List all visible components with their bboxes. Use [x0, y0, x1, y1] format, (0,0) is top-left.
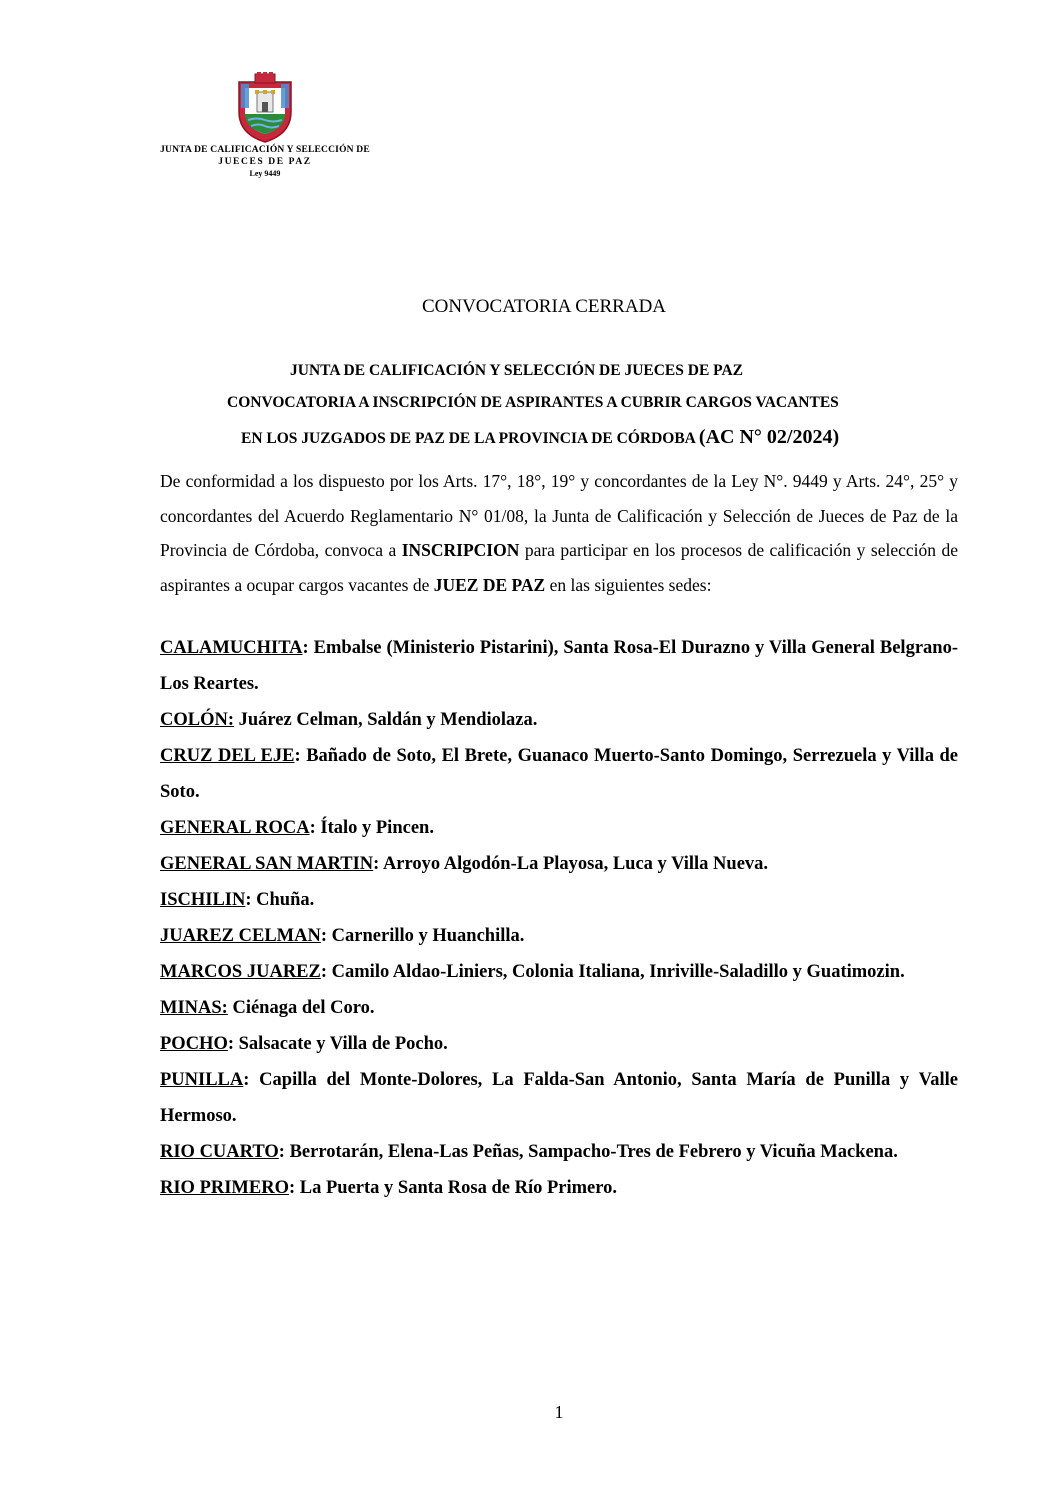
- sede-item: [160, 918, 958, 954]
- org-name-line2: JUECES DE PAZ: [218, 157, 312, 167]
- sede-places: Berrotarán, Elena-Las Peñas, Sampacho-Tres de Febrero y Vicuña Mackena.: [289, 1142, 898, 1162]
- heading-line3-text: EN LOS JUZGADOS DE PAZ DE LA PROVINCIA DE CÓRDOBA: [241, 430, 696, 447]
- department-name: ISCHILIN: [160, 890, 246, 910]
- sede-places: Salsacate y Villa de Pocho.: [238, 1034, 448, 1054]
- department-name: RIO PRIMERO: [160, 1178, 289, 1198]
- page-number: 1: [554, 1402, 564, 1422]
- sede-places: Chuña.: [256, 890, 315, 910]
- sede-places: Ciénaga del Coro.: [232, 998, 375, 1018]
- sede-places: Capilla del Monte-Dolores, La Falda-San Antonio, Santa María de Punilla y Valle Hermoso.: [160, 1070, 958, 1126]
- department-name: RIO CUARTO: [160, 1142, 279, 1162]
- separator: :: [309, 818, 321, 838]
- department-name: GENERAL SAN MARTIN: [160, 854, 374, 874]
- heading-line3: [241, 426, 839, 449]
- sede-item: [160, 1170, 958, 1206]
- department-name: GENERAL ROCA: [160, 818, 310, 838]
- department-name: COLÓN:: [160, 710, 234, 730]
- separator: :: [245, 890, 257, 910]
- department-name: JUAREZ CELMAN: [160, 926, 321, 946]
- sede-item: [160, 990, 958, 1026]
- intro-paragraph: [160, 464, 958, 602]
- separator: :: [320, 962, 332, 982]
- law-reference: Ley 9449: [249, 169, 281, 178]
- sede-item: [160, 702, 958, 738]
- sede-item: [160, 1134, 958, 1170]
- department-name: CALAMUCHITA: [160, 638, 303, 658]
- separator: :: [278, 1142, 290, 1162]
- separator: :: [243, 1070, 260, 1090]
- heading-line2: CONVOCATORIA A INSCRIPCIÓN DE ASPIRANTES A CUBRIR CARGOS VACANTES: [227, 394, 839, 411]
- sede-places: Bañado de Soto, El Brete, Guanaco Muerto-Santo Domingo, Serrezuela y Villa de Soto.: [160, 746, 958, 802]
- department-name: POCHO: [160, 1034, 228, 1054]
- sede-item: [160, 738, 958, 810]
- sede-item: [160, 630, 958, 702]
- sede-places: Juárez Celman, Saldán y Mendiolaza.: [238, 710, 538, 730]
- separator: :: [373, 854, 383, 874]
- org-name-line1: JUNTA DE CALIFICACIÓN Y SELECCIÓN DE: [160, 145, 370, 155]
- intro-bold-juez-de-paz: JUEZ DE PAZ: [433, 574, 546, 595]
- sede-item: [160, 846, 958, 882]
- separator: :: [302, 638, 314, 658]
- sede-places: Arroyo Algodón-La Playosa, Luca y Villa Nueva.: [382, 854, 769, 874]
- heading-line1: JUNTA DE CALIFICACIÓN Y SELECCIÓN DE JUECES DE PAZ: [290, 362, 744, 379]
- department-name: MINAS:: [160, 998, 228, 1018]
- coat-of-arms-icon: [233, 72, 297, 144]
- intro-text-3: en las siguientes sedes:: [545, 574, 712, 595]
- intro-text-2: para participar en los procesos de calificación y selección de aspirantes a ocupar cargos vacantes de: [160, 540, 958, 595]
- document-title: CONVOCATORIA CERRADA: [421, 296, 667, 317]
- department-name: MARCOS JUAREZ: [160, 962, 321, 982]
- sede-places: Embalse (Ministerio Pistarini), Santa Rosa-El Durazno y Villa General Belgrano-Los Reartes.: [160, 638, 958, 694]
- intro-bold-inscripcion: INSCRIPCION: [401, 540, 520, 560]
- sede-places: Camilo Aldao-Liniers, Colonia Italiana, Inriville-Saladillo y Guatimozin.: [331, 962, 905, 982]
- sede-item: [160, 810, 958, 846]
- sedes-list: [160, 630, 958, 1206]
- sede-item: [160, 954, 958, 990]
- intro-text-1: De conformidad a los dispuesto por los Arts. 17°, 18°, 19° y concordantes de la Ley N°. 9449 y Arts. 24°, 25° y concordantes del Acuerdo Reglamentario N° 01/08, la Junta de Calificación y Selección de Jueces de Paz de la Provincia de Córdoba, convoca a: [160, 471, 958, 560]
- sede-item: [160, 1026, 958, 1062]
- agreement-number: (AC N° 02/2024): [698, 426, 840, 448]
- department-name: PUNILLA: [160, 1070, 244, 1090]
- sede-item: [160, 882, 958, 918]
- separator: :: [320, 926, 332, 946]
- sede-places: Carnerillo y Huanchilla.: [331, 926, 525, 946]
- sede-item: [160, 1062, 958, 1134]
- separator: :: [289, 1178, 300, 1198]
- letterhead: [150, 72, 380, 179]
- sede-places: Ítalo y Pincen.: [320, 818, 434, 838]
- sede-places: La Puerta y Santa Rosa de Río Primero.: [299, 1178, 618, 1198]
- department-name: CRUZ DEL EJE: [160, 746, 295, 766]
- separator: :: [227, 1034, 239, 1054]
- separator: :: [294, 746, 307, 766]
